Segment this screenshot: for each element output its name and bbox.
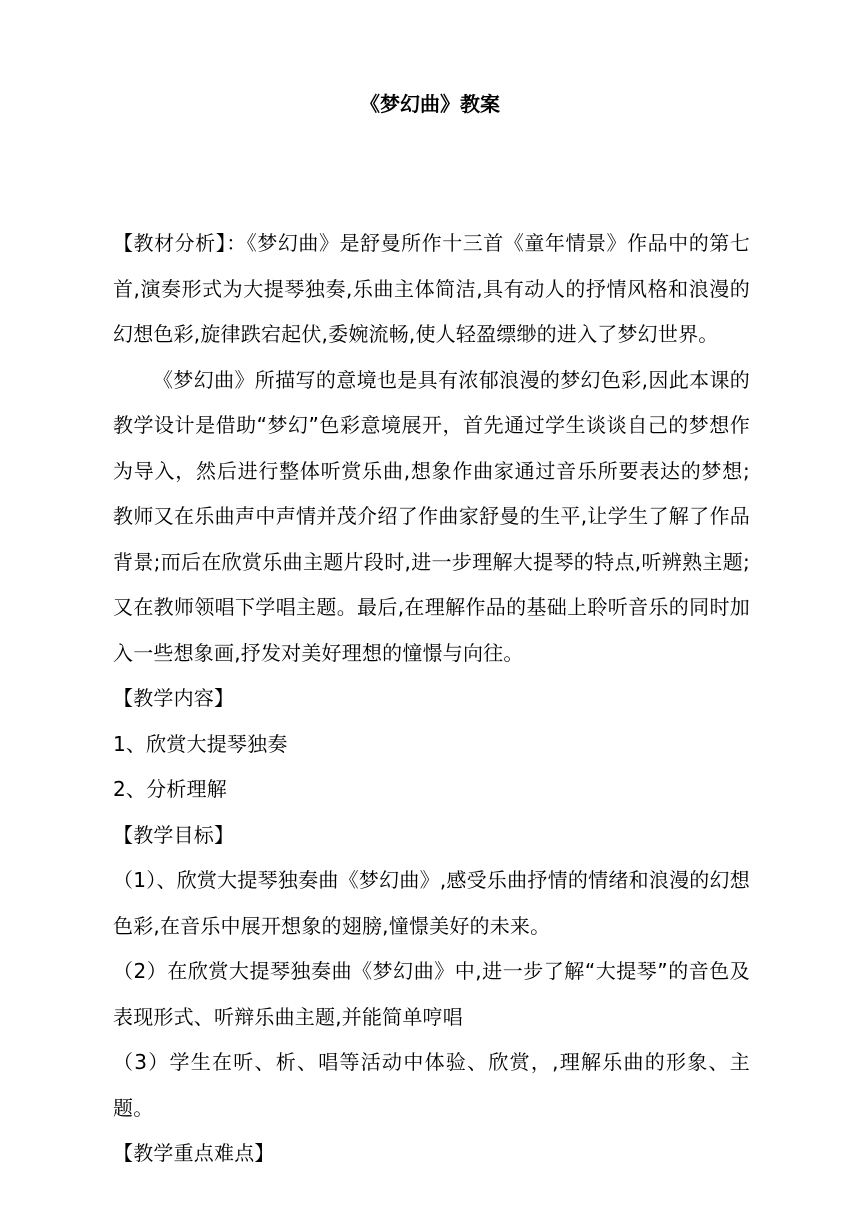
content-item: 1、欣赏大提琴独奏: [113, 731, 288, 756]
document-body: [113, 221, 750, 1177]
goals-heading: 【教学目标】: [113, 822, 235, 847]
analysis-paragraph: 【教材分析】：《梦幻曲》是舒曼所作十三首《童年情景》作品中的第七首,演奏形式为大提琴独奏,乐曲主体简洁,具有动人的抒情风格和浪漫的幻想色彩,旋律跌宕起伏,委婉流畅,使人轻盈缥缈的进入了梦幻世界。: [113, 231, 750, 346]
goal-item: （1）、欣赏大提琴独奏曲《梦幻曲》,感受乐曲抒情的情绪和浪漫的幻想色彩,在音乐中展开想象的翅膀,憧憬美好的未来。: [113, 868, 750, 938]
goal-item: （2）在欣赏大提琴独奏曲《梦幻曲》中,进一步了解“大提琴”的音色及表现形式、听辩乐曲主题,并能简单哼唱: [113, 959, 750, 1029]
goal-item: （3）学生在听、析、唱等活动中体验、欣赏，,理解乐曲的形象、主题。: [113, 1050, 750, 1120]
design-paragraph: 《梦幻曲》所描写的意境也是具有浓郁浪漫的梦幻色彩,因此本课的教学设计是借助“梦幻”色彩意境展开，首先通过学生谈谈自己的梦想作为导入，然后进行整体听赏乐曲,想象作曲家通过音乐所要表达的梦想;教师又在乐曲声中声情并茂介绍了作曲家舒曼的生平,让学生了解了作品背景;而后在欣赏乐曲主题片段时,进一步理解大提琴的特点,听辨熟主题;又在教师领唱下学唱主题。最后,在理解作品的基础上聆听音乐的同时加入一些想象画,抒发对美好理想的憧憬与向往。: [113, 367, 750, 665]
key-points-heading: 【教学重点难点】: [113, 1141, 275, 1165]
content-heading: 【教学内容】: [113, 686, 235, 710]
document-title: 《梦幻曲》教案: [360, 92, 500, 116]
content-item: 2、分析理解: [113, 777, 227, 801]
